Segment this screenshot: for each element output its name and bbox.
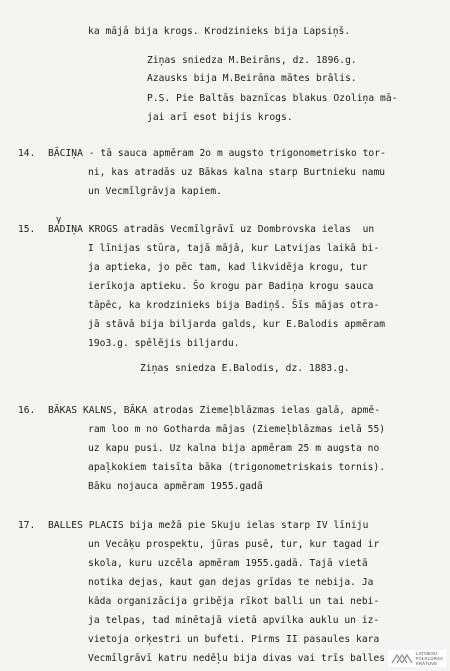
- source-line: Ziņas sniedza M.Beirāns, dz. 1896.g.: [147, 55, 357, 66]
- entry-line: vietoja orķestri un bufeti. Pirms II pasaules kara: [88, 634, 380, 645]
- logo-line: LATVIESU: [415, 651, 438, 656]
- entry-number: 14.: [18, 148, 36, 159]
- entry-line: jā stāvā bija biljarda galds, kur E.Balodis apmēram: [88, 319, 386, 330]
- entry-line: BĀCIŅA - tā sauca apmēram 2o m augsto trigonometrisko tor-: [48, 148, 386, 159]
- entry-line: kāda organizācija gribēja rīkot balli un tai nebi-: [88, 596, 380, 607]
- entry-line: tāpēc, ka krodzinieks bija Badiņš. Šīs mājas otra-: [88, 300, 380, 311]
- entry-line: BĀKAS KALNS, BĀKA atrodas Ziemeļblāzmas ielas galā, apmē-: [48, 405, 381, 416]
- logo-line: FOLKLORAS: [415, 656, 443, 661]
- entry-number: 17.: [18, 520, 36, 531]
- entry-line: Vecmīlgrāvī katru nedēļu bija divas vai trīs balles: [88, 653, 386, 664]
- ps-line: P.S. Pie Baltās baznīcas blakus Ozoliņa mā-: [147, 93, 398, 104]
- logo-line: KRĀTUVE: [415, 661, 437, 666]
- entry-line: uz kapu pusi. Uz kalna bija apmēram 25 m augsta no: [88, 443, 380, 454]
- entry-line: ja aptieka, jo pēc tam, kad likvidēja krogu, tur: [88, 262, 368, 273]
- source-line: Ziņas sniedza E.Balodis, dz. 1883.g.: [140, 363, 350, 374]
- entry-line: ni, kas atradās uz Bākas kalna starp Burtnieku namu: [88, 167, 386, 178]
- entry-line: ierīkoja aptieku. Šo krogu par Badiņa krogu sauca: [88, 281, 374, 292]
- ps-line: jai arī esot bijis krogs.: [147, 112, 293, 123]
- handwritten-mark: γ: [56, 215, 62, 225]
- entry-line: apaļkokiem taisīta bāka (trigonometriskais tornis).: [88, 462, 386, 473]
- entry-number: 15.: [18, 224, 36, 235]
- entry-number: 16.: [18, 405, 36, 416]
- entry-line: skola, kuru uzcēla apmēram 1955.gadā. Tajā vietā: [88, 558, 368, 569]
- entry-line: ram loo m no Gotharda mājas (Ziemeļblāzmas ielā 55): [88, 424, 386, 435]
- archive-logo: [388, 650, 446, 667]
- note-line: Azausks bija M.Beirāna mātes brālis.: [147, 73, 357, 84]
- entry-line: BALLES PLACIS bija mežā pie Skuju ielas starp IV līniju: [48, 520, 369, 531]
- logo-text: [416, 651, 443, 666]
- entry-line: BADIŅA KROGS atradās Vecmīlgrāvī uz Dombrovska ielas un: [48, 224, 375, 235]
- entry-line: Bāku nojauca apmēram 1955.gadā: [88, 481, 263, 492]
- entry-line: I līnijas stūra, tajā mājā, kur Latvijas laikā bi-: [88, 243, 380, 254]
- ornament-icon: [391, 654, 413, 664]
- entry-line: ja telpas, tad minētajā vietā apvilka auklu un iz-: [88, 615, 380, 626]
- intro-line: ka mājā bija krogs. Krodzinieks bija Lapsiņš.: [88, 26, 351, 37]
- entry-line: notika dejas, kaut gan dejas grīdas te nebija. Ja: [88, 577, 374, 588]
- entry-line: 19o3.g. spēlējis biljardu.: [88, 338, 240, 349]
- entry-line: un Vecāķu prospektu, jūras pusē, tur, kur tagad ir: [88, 539, 380, 550]
- entry-line: un Vecmīlgrāvja kapiem.: [88, 186, 222, 197]
